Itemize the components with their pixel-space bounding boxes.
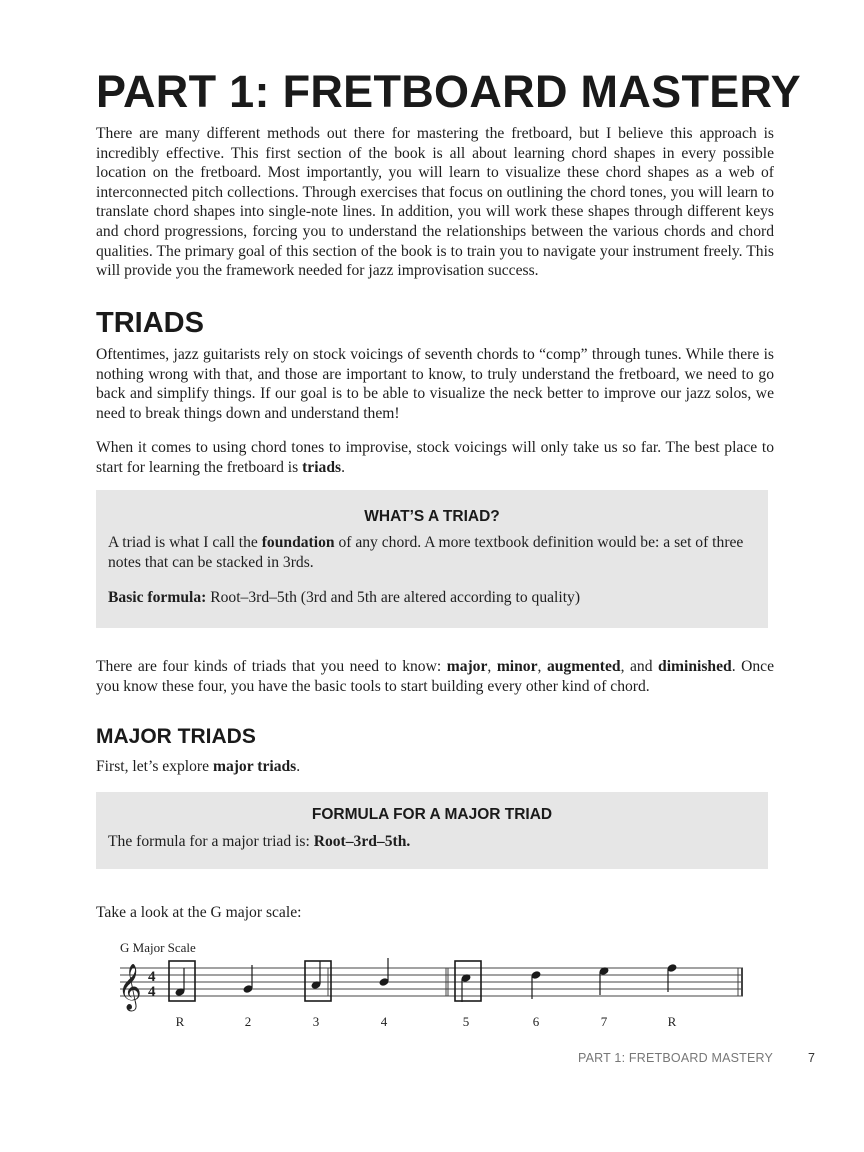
scale-note (530, 970, 541, 999)
scale-label: G Major Scale (120, 940, 196, 955)
scale-degree-label: 6 (532, 1014, 540, 1029)
scale-degree-labels (176, 1014, 677, 1029)
foundation-bold: foundation (261, 534, 335, 551)
page-number: 7 (808, 1051, 815, 1065)
time-signature-top: 4 (148, 969, 156, 985)
major-triads-heading: MAJOR TRIADS (96, 725, 256, 748)
chord-tone-box (305, 961, 331, 1001)
time-signature-bottom: 4 (148, 984, 156, 1000)
intro-paragraph: There are many different methods out there for mastering the fretboard, but I believe this approach is incredibly effective. This first section of the book is all about learning chord shapes in every possible location on the fretboard. Most importantly, you will learn to visualize these chord shapes as a web of interconnected pitch collections. Through exercises that focus on outlining the chord tones, you will learn to translate chord shapes into single-note lines. In addition, you will work these shapes through different keys and chord progressions, forcing you to understand the relationships between the various chords and chord qualities. The primary goal of this section of the book is to train you to navigate your instrument freely. This will provide you the framework needed for jazz improvisation success. (96, 125, 774, 280)
whats-a-triad-box (96, 490, 768, 628)
treble-clef-icon: 𝄞 (118, 964, 142, 1010)
staff-lines (120, 968, 743, 996)
kind-major: major (446, 658, 488, 675)
scale-note (378, 958, 389, 987)
scale-degree-label: R (667, 1014, 677, 1029)
scale-note (169, 961, 195, 1001)
g-major-scale-staff (110, 950, 750, 1040)
chord-tone-box (169, 961, 195, 1001)
scale-note (598, 966, 609, 995)
four-kinds-paragraph: There are four kinds of triads that you need to know: major, minor, augmented, and diminished. Once you know these four, you have the basic tools to start building every other kind of chord. (96, 658, 774, 695)
major-triad-formula-bold: Root–3rd–5th. (313, 833, 411, 850)
triads-bold: triads (302, 458, 342, 476)
major-triad-formula-box (96, 792, 768, 869)
basic-formula: Basic formula: Root–3rd–5th (3rd and 5th are altered according to quality) (108, 589, 581, 606)
scale-degree-label: 4 (380, 1014, 388, 1029)
kind-minor: minor (496, 658, 538, 675)
major-triad-formula-text: The formula for a major triad is: Root–3rd–5th. (108, 833, 411, 850)
scale-degree-label: 7 (600, 1014, 608, 1029)
whats-a-triad-definition: A triad is what I call the foundation of any chord. A more textbook definition would be: a set of three notes that can be stacked in 3rds. (108, 534, 744, 571)
triads-heading: TRIADS (96, 307, 204, 339)
whats-a-triad-title: WHAT’S A TRIAD? (364, 508, 500, 525)
chord-tone-box (455, 961, 481, 1001)
scale-degree-label: 2 (244, 1014, 252, 1029)
kind-diminished: diminished (658, 658, 732, 675)
major-triads-intro: First, let’s explore major triads. (96, 758, 301, 775)
major-triad-formula-title: FORMULA FOR A MAJOR TRIAD (311, 806, 553, 823)
scale-note (242, 965, 253, 994)
page-title: PART 1: FRETBOARD MASTERY (96, 66, 801, 117)
scale-intro: Take a look at the G major scale: (96, 904, 302, 921)
scale-notes (169, 958, 678, 1002)
basic-formula-label: Basic formula: (108, 589, 207, 606)
scale-degree-label: R (175, 1014, 185, 1029)
major-triads-bold: major triads (212, 758, 297, 775)
scale-degree-label: 3 (312, 1014, 320, 1029)
scale-degree-label: 5 (462, 1014, 470, 1029)
kind-augmented: augmented (546, 658, 621, 675)
triads-paragraph-2: When it comes to using chord tones to improvise, stock voicings will only take us so far. The best place to start for learning the fretboard is triads. (96, 439, 774, 476)
scale-note (666, 963, 677, 992)
triads-paragraph-1: Oftentimes, jazz guitarists rely on stock voicings of seventh chords to “comp” through tunes. While there is nothing wrong with that, and those are important to know, to truly understand the fretboard, we need to go back and simplify things. If our goal is to be able to visualize the neck better to improve our jazz solos, we need to break things down and understand them! (96, 346, 774, 422)
scale-note (305, 961, 331, 1001)
footer-running-title: PART 1: FRETBOARD MASTERY (578, 1051, 774, 1065)
